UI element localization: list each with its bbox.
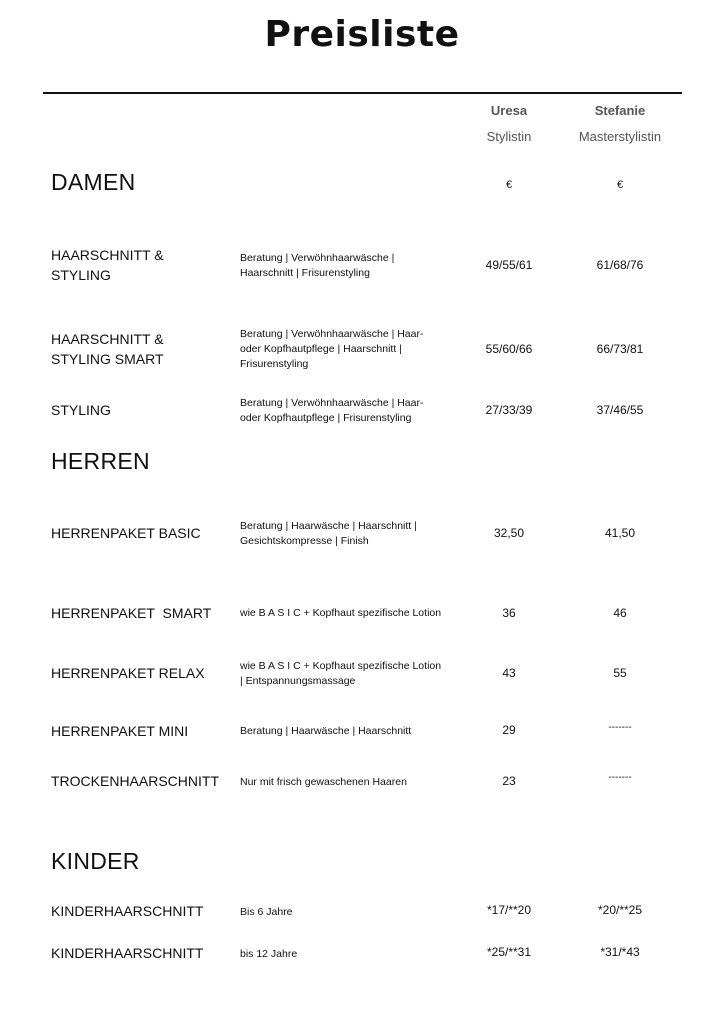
service-name-line: STYLING — [51, 267, 111, 283]
service-description — [240, 606, 470, 621]
price-stylist2: 41,50 — [604, 526, 636, 540]
description-line: wie B A S I C + Kopfhaut spezifische Lotion — [240, 607, 442, 619]
description-line: Gesichtskompresse | Finish — [240, 535, 369, 547]
description-line: oder Kopfhautpflege | Haarschnitt | — [240, 343, 402, 355]
price-stylist1: 27/33/39 — [485, 403, 533, 417]
service-description — [240, 327, 470, 372]
service-name — [51, 245, 231, 285]
service-description: Bis 6 Jahre — [240, 906, 293, 918]
section-title-herren: HERREN — [51, 448, 150, 474]
description-line: Frisurenstyling — [240, 358, 309, 370]
service-name: TROCKENHAARSCHNITT — [51, 773, 220, 789]
service-description — [240, 519, 470, 549]
price-stylist2: 66/73/81 — [596, 342, 644, 356]
service-name — [51, 329, 231, 369]
service-name-line: STYLING SMART — [51, 351, 164, 367]
section-title-kinder: KINDER — [51, 848, 140, 874]
service-name: KINDERHAARSCHNITT — [51, 945, 204, 961]
price-stylist1: 29 — [502, 723, 516, 737]
description-line: Beratung | Verwöhnhaarwäsche | Haar- — [240, 328, 424, 340]
service-name — [51, 400, 231, 420]
service-name-line: HAARSCHNITT & — [51, 331, 164, 347]
service-name-line: STYLING — [51, 402, 111, 418]
service-description — [240, 659, 470, 689]
service-name: HERRENPAKET SMART — [51, 605, 212, 621]
description-line: Beratung | Haarwäsche | Haarschnitt | — [240, 520, 417, 532]
description-line: Haarschnitt | Frisurenstyling — [240, 267, 370, 279]
service-description — [240, 724, 470, 739]
service-description — [240, 775, 470, 790]
page-title: Preisliste — [264, 14, 460, 55]
price-stylist2: ------- — [608, 772, 632, 783]
price-stylist2: ------- — [608, 722, 632, 733]
service-name: HERRENPAKET MINI — [51, 723, 189, 739]
price-stylist2: 46 — [613, 606, 627, 620]
service-name: HERRENPAKET BASIC — [51, 525, 201, 541]
stylist2-role: Masterstylistin — [578, 129, 662, 144]
stylist1-role: Stylistin — [486, 129, 532, 144]
price-stylist2: *31/*43 — [600, 945, 640, 959]
stylist2-name: Stefanie — [594, 103, 646, 118]
header-divider — [43, 92, 682, 94]
price-stylist1: 55/60/66 — [485, 342, 533, 356]
price-stylist2: 61/68/76 — [596, 258, 644, 272]
service-name-line: HAARSCHNITT & — [51, 247, 164, 263]
price-stylist1: 36 — [502, 606, 516, 620]
description-line: Nur mit frisch gewaschenen Haaren — [240, 776, 407, 788]
description-line: oder Kopfhautpflege | Frisurenstyling — [240, 412, 412, 424]
currency-stylist2: € — [616, 179, 624, 191]
price-stylist2: *20/**25 — [597, 903, 643, 917]
service-name: KINDERHAARSCHNITT — [51, 903, 204, 919]
section-title-damen: DAMEN — [51, 169, 136, 195]
price-stylist1: 49/55/61 — [485, 258, 533, 272]
price-stylist2: 55 — [613, 666, 627, 680]
service-description — [240, 251, 470, 281]
description-line: Beratung | Verwöhnhaarwäsche | Haar- — [240, 397, 424, 409]
stylist1-name: Uresa — [490, 103, 528, 118]
price-stylist1: *25/**31 — [486, 945, 532, 959]
price-stylist1: 23 — [502, 774, 516, 788]
description-line: Beratung | Haarwäsche | Haarschnitt — [240, 725, 412, 737]
price-stylist2: 37/46/55 — [596, 403, 644, 417]
description-line: wie B A S I C + Kopfhaut spezifische Lotion — [240, 660, 442, 672]
price-stylist1: *17/**20 — [486, 903, 532, 917]
currency-stylist1: € — [505, 179, 513, 191]
service-description — [240, 396, 470, 426]
service-name: HERRENPAKET RELAX — [51, 665, 205, 681]
service-description: bis 12 Jahre — [240, 948, 298, 960]
description-line: | Entspannungsmassage — [240, 675, 356, 687]
price-stylist1: 32,50 — [493, 526, 525, 540]
price-stylist1: 43 — [502, 666, 516, 680]
description-line: Beratung | Verwöhnhaarwäsche | — [240, 252, 395, 264]
